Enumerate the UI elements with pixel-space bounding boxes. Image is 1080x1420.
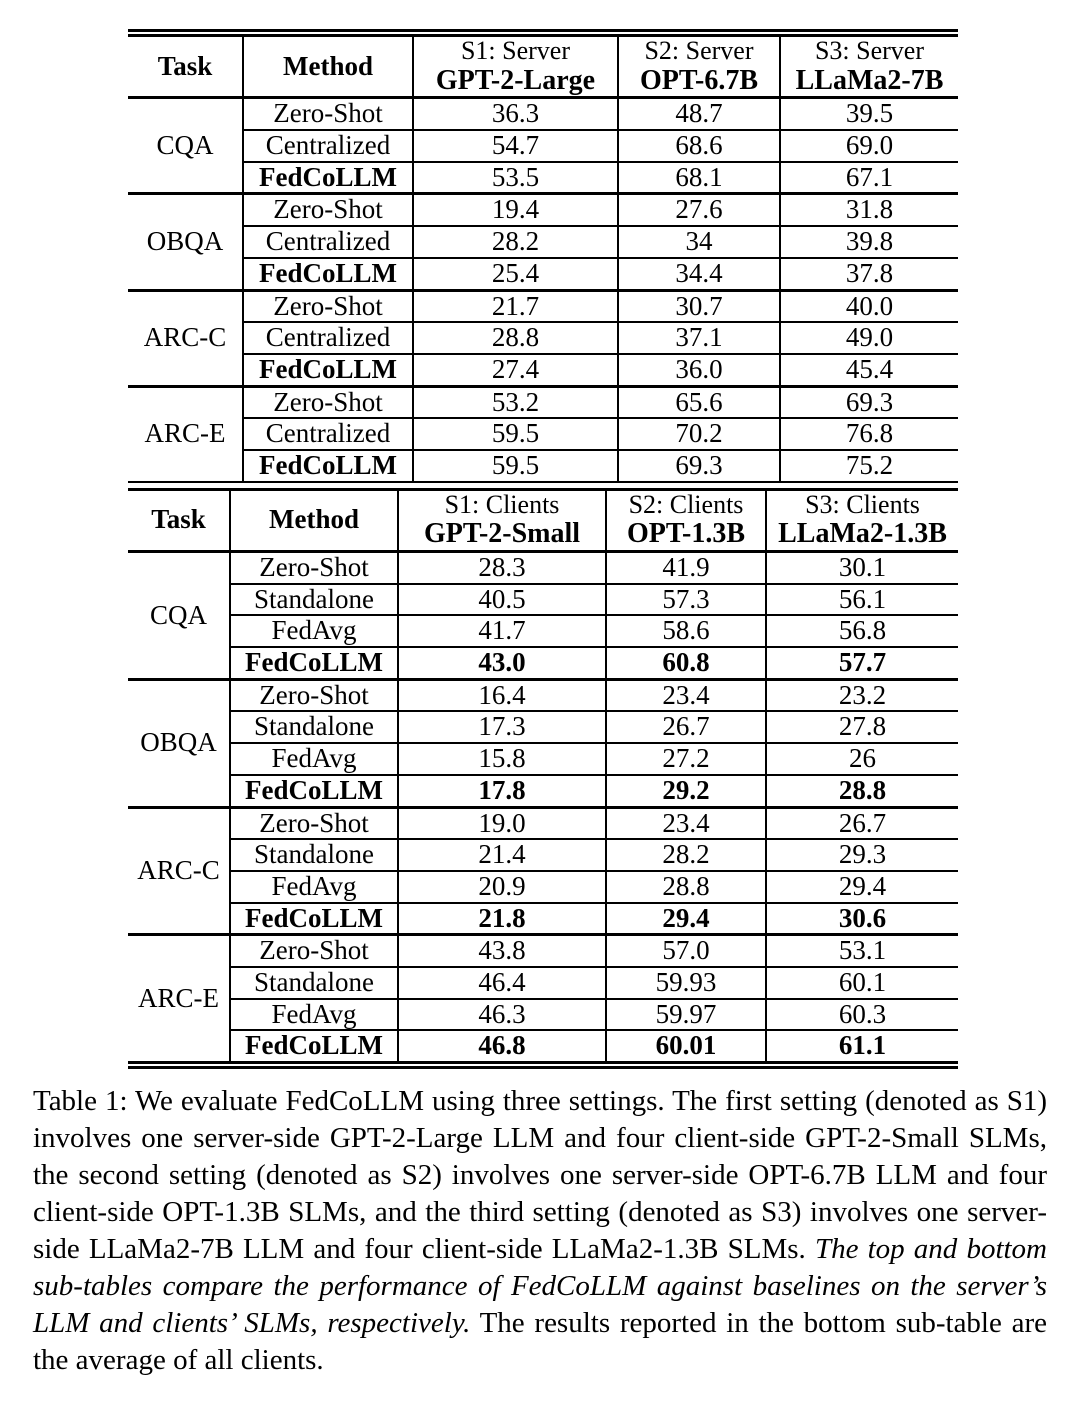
method-cell: Centralized [243,418,413,450]
table-row [128,354,958,386]
method-cell: Zero-Shot [230,552,398,584]
table-row [128,552,958,584]
table-area [0,29,1080,1069]
setting-label: S2: Clients [628,489,744,519]
table-row [128,775,958,807]
value-cell: 28.8 [413,322,618,354]
value-cell: 21.7 [413,290,618,322]
setting-label: S3: Server [814,36,925,65]
caption-text-italic: The top and bottom sub-tables compare the performance of FedCoLLM against baselines on the server’s LLM and clients’ SLMs, respectively. [33,1233,1047,1340]
caption-text-tail: The results reported in the bottom sub-table are the average of all clients. [33,1307,1047,1377]
value-cell: 15.8 [398,743,606,775]
method-cell: Zero-Shot [243,290,413,322]
table-row [128,322,958,354]
method-cell: FedCoLLM [243,162,413,194]
table-caption [33,1083,1047,1379]
value-cell: 68.1 [618,162,780,194]
method-cell: Zero-Shot [230,807,398,839]
value-cell: 19.0 [398,807,606,839]
task-group [128,552,958,680]
model-name: GPT-2-Small [423,518,581,550]
method-cell: Centralized [243,130,413,162]
value-cell: 28.8 [766,775,958,807]
value-cell: 59.5 [413,450,618,482]
method-cell: Standalone [230,967,398,999]
value-cell: 69.0 [780,130,958,162]
table-row [128,1030,958,1065]
value-cell: 27.8 [766,711,958,743]
value-cell: 28.2 [606,839,766,871]
model-name: GPT-2-Large [435,64,596,96]
value-cell: 46.4 [398,967,606,999]
value-cell: 59.93 [606,967,766,999]
table-row [128,807,958,839]
value-cell: 19.4 [413,194,618,226]
value-cell: 59.97 [606,999,766,1031]
task-cell: CQA [156,130,214,161]
task-cell: CQA [149,599,207,630]
value-cell: 68.6 [618,130,780,162]
column-header-task: Task [151,504,206,535]
value-cell: 30.7 [618,290,780,322]
table-row [128,290,958,322]
value-cell: 37.1 [618,322,780,354]
value-cell: 25.4 [413,258,618,290]
value-cell: 56.8 [766,615,958,647]
value-cell: 37.8 [780,258,958,290]
task-group [128,98,958,194]
task-group [128,679,958,807]
value-cell: 34 [618,226,780,258]
task-cell: ARC-C [137,855,220,886]
task-group [128,290,958,386]
value-cell: 60.1 [766,967,958,999]
task-cell: ARC-E [138,982,219,1013]
clients-results-table [128,488,958,1069]
column-header-setting [413,33,618,98]
table-row [128,967,958,999]
method-cell: FedCoLLM [243,354,413,386]
value-cell: 41.7 [398,615,606,647]
value-cell: 21.8 [398,903,606,935]
value-cell: 26 [766,743,958,775]
table-row [128,711,958,743]
table-row [128,226,958,258]
table-row [128,999,958,1031]
setting-label: S1: Clients [444,489,560,519]
model-name: OPT-6.7B [640,64,758,96]
table-row [128,679,958,711]
value-cell: 26.7 [766,807,958,839]
setting-label: S3: Clients [805,489,920,519]
method-cell: Zero-Shot [243,386,413,418]
value-cell: 61.1 [766,1030,958,1065]
value-cell: 67.1 [780,162,958,194]
task-group [128,194,958,290]
method-cell: Standalone [230,711,398,743]
table-row [128,450,958,482]
method-cell: Centralized [243,226,413,258]
value-cell: 56.1 [766,584,958,616]
method-cell: Standalone [230,584,398,616]
value-cell: 53.1 [766,935,958,967]
model-name: OPT-1.3B [627,518,745,550]
value-cell: 60.8 [606,647,766,679]
value-cell: 60.3 [766,999,958,1031]
task-cell: ARC-C [143,322,227,353]
table-row [128,418,958,450]
value-cell: 30.6 [766,903,958,935]
table-row [128,258,958,290]
table-row [128,871,958,903]
value-cell: 53.5 [413,162,618,194]
value-cell: 34.4 [618,258,780,290]
task-group [128,807,958,935]
value-cell: 29.3 [766,839,958,871]
method-cell: FedCoLLM [230,1030,398,1065]
value-cell: 54.7 [413,130,618,162]
value-cell: 36.3 [413,98,618,130]
method-cell: FedAvg [230,615,398,647]
value-cell: 39.5 [780,98,958,130]
task-cell: OBQA [140,727,217,758]
value-cell: 23.4 [606,679,766,711]
table-row [128,743,958,775]
value-cell: 43.0 [398,647,606,679]
value-cell: 40.5 [398,584,606,616]
value-cell: 46.8 [398,1030,606,1065]
value-cell: 58.6 [606,615,766,647]
value-cell: 27.6 [618,194,780,226]
column-header-setting [618,33,780,98]
value-cell: 45.4 [780,354,958,386]
value-cell: 20.9 [398,871,606,903]
value-cell: 49.0 [780,322,958,354]
server-results-table [128,29,958,483]
task-group [128,935,958,1065]
table-row [128,615,958,647]
value-cell: 28.8 [606,871,766,903]
value-cell: 41.9 [606,552,766,584]
table-row [128,194,958,226]
value-cell: 48.7 [618,98,780,130]
method-cell: Zero-Shot [243,98,413,130]
value-cell: 17.8 [398,775,606,807]
column-header-setting [606,489,766,551]
value-cell: 59.5 [413,418,618,450]
value-cell: 30.1 [766,552,958,584]
value-cell: 16.4 [398,679,606,711]
column-header-method: Method [243,33,413,98]
value-cell: 23.2 [766,679,958,711]
value-cell: 57.0 [606,935,766,967]
table-row [128,386,958,418]
value-cell: 69.3 [780,386,958,418]
table-row [128,839,958,871]
task-group [128,386,958,482]
value-cell: 17.3 [398,711,606,743]
method-cell: FedCoLLM [243,258,413,290]
value-cell: 75.2 [780,450,958,482]
method-cell: FedCoLLM [230,647,398,679]
value-cell: 36.0 [618,354,780,386]
value-cell: 39.8 [780,226,958,258]
table-row [128,647,958,679]
value-cell: 29.4 [766,871,958,903]
setting-label: S1: Server [460,36,571,65]
value-cell: 69.3 [618,450,780,482]
column-header-setting [780,33,958,98]
value-cell: 26.7 [606,711,766,743]
column-header-task: Task [157,50,213,81]
value-cell: 65.6 [618,386,780,418]
value-cell: 57.3 [606,584,766,616]
value-cell: 43.8 [398,935,606,967]
task-cell: OBQA [146,226,224,257]
value-cell: 40.0 [780,290,958,322]
value-cell: 57.7 [766,647,958,679]
value-cell: 29.2 [606,775,766,807]
model-name: LLaMa2-7B [795,64,944,96]
value-cell: 21.4 [398,839,606,871]
value-cell: 27.4 [413,354,618,386]
model-name: LLaMa2-1.3B [778,518,947,550]
value-cell: 27.2 [606,743,766,775]
method-cell: FedAvg [230,871,398,903]
value-cell: 76.8 [780,418,958,450]
value-cell: 70.2 [618,418,780,450]
caption-text-lead: Table 1: We evaluate FedCoLLM using three settings. The first setting (denoted as S1) involves one server-side GPT-2-Large LLM and four client-side GPT-2-Small SLMs, the second setting (denoted as S2) involves one server-side OPT-6.7B LLM and four client-side OPT-1.3B SLMs, and the third setting (denoted as S3) involves one server-side LLaMa2-7B LLM and four client-side LLaMa2-1.3B SLMs. [33,1085,1047,1266]
value-cell: 28.3 [398,552,606,584]
table-row [128,98,958,130]
value-cell: 29.4 [606,903,766,935]
column-header-setting [766,489,958,551]
value-cell: 60.01 [606,1030,766,1065]
value-cell: 31.8 [780,194,958,226]
method-cell: Zero-Shot [243,194,413,226]
table-row [128,903,958,935]
table-row [128,130,958,162]
method-cell: FedCoLLM [230,775,398,807]
value-cell: 28.2 [413,226,618,258]
method-cell: Centralized [243,322,413,354]
method-cell: FedCoLLM [230,903,398,935]
column-header-method: Method [230,489,398,551]
method-cell: FedAvg [230,999,398,1031]
method-cell: Standalone [230,839,398,871]
method-cell: Zero-Shot [230,935,398,967]
method-cell: FedAvg [230,743,398,775]
task-cell: ARC-E [144,418,226,449]
value-cell: 23.4 [606,807,766,839]
method-cell: FedCoLLM [243,450,413,482]
method-cell: Zero-Shot [230,679,398,711]
setting-label: S2: Server [644,36,754,65]
table-row [128,162,958,194]
table-row [128,935,958,967]
column-header-setting [398,489,606,551]
table-row [128,584,958,616]
value-cell: 46.3 [398,999,606,1031]
value-cell: 53.2 [413,386,618,418]
